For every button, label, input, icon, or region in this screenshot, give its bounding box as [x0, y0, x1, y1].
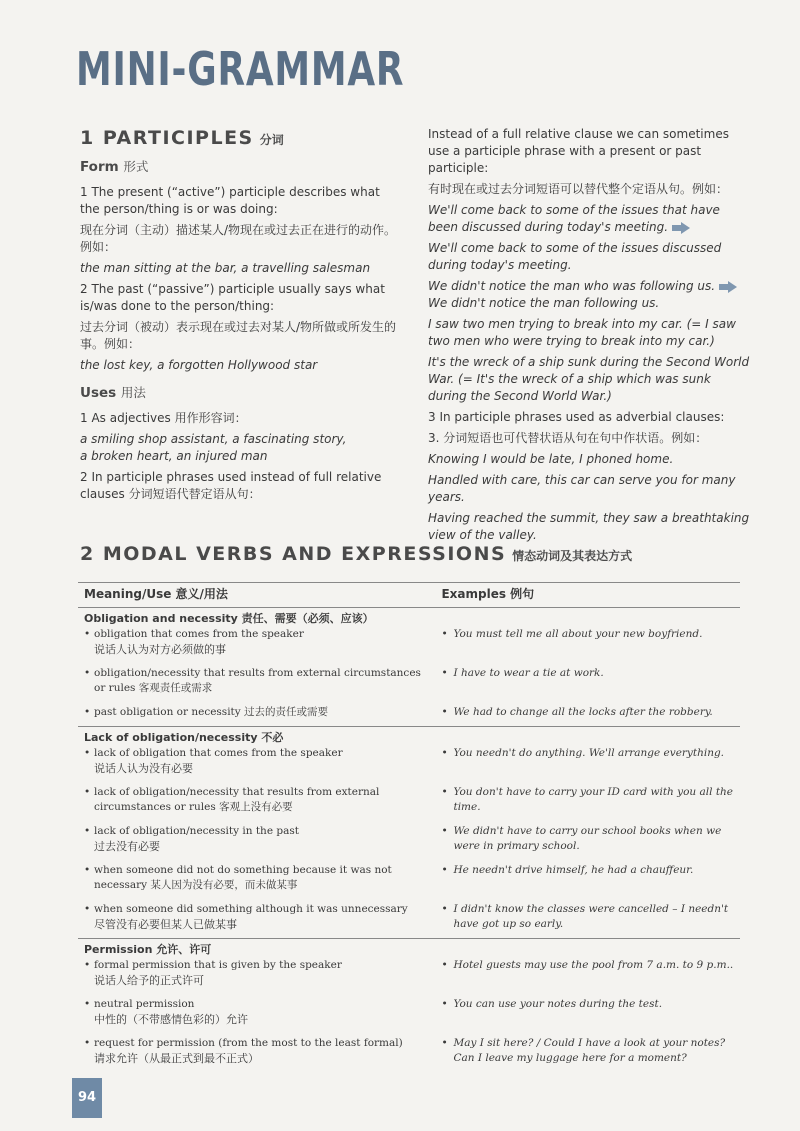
meaning-text: formal permission that is given by the speaker	[94, 959, 342, 971]
relative-example-6: It's the wreck of a ship sunk during the Second World War. (= It's the wreck of a ship which was sunk during the Second World War.)	[428, 355, 750, 403]
meaning-cell	[78, 727, 435, 783]
example-cell	[435, 782, 740, 821]
section1-heading	[80, 127, 284, 149]
form-point-1-example: the man sitting at the bar, a travelling salesman	[80, 261, 371, 275]
meaning-cell	[78, 1033, 435, 1072]
left-column	[80, 158, 402, 507]
example-text: • You must tell me all about your new boyfriend.	[441, 627, 734, 642]
adverbial-example-3: Having reached the summit, they saw a breathtaking view of the valley.	[428, 511, 750, 542]
table-body	[78, 608, 740, 1073]
example-text: • May I sit here? / Could I have a look at your notes? Can I leave my luggage here for a moment?	[441, 1036, 734, 1066]
example-cell	[435, 821, 740, 860]
example-cell	[435, 899, 740, 939]
meaning-cell	[78, 782, 435, 821]
group-title: Permission 允许、许可	[84, 943, 212, 956]
table-row	[78, 994, 740, 1033]
example-text: • We didn't have to carry our school books when we were in primary school.	[441, 824, 734, 854]
form-subheading	[80, 158, 402, 176]
relative-example-5: I saw two men trying to break into my car. (= I saw two men who were trying to break into my car.)	[428, 317, 736, 348]
meaning-text: request for permission (from the most to the least formal)	[94, 1037, 403, 1049]
table-row	[78, 1033, 740, 1072]
example-text: • You can use your notes during the test.	[441, 997, 734, 1012]
meaning-cell	[78, 899, 435, 939]
example-text: • You don't have to carry your ID card with you all the time.	[441, 785, 734, 815]
meaning-text: when someone did something although it was unnecessary	[94, 903, 408, 915]
modal-verbs-table	[78, 582, 740, 1072]
example-cell	[435, 939, 740, 995]
meaning-text: when someone did not do something because it was not necessary 某人因为没有必要，而未做某事	[94, 864, 392, 891]
meaning-cell	[78, 994, 435, 1033]
meaning-text: lack of obligation that comes from the speaker	[94, 747, 343, 759]
table-row	[78, 608, 740, 664]
relative-example-3	[428, 278, 750, 295]
meaning-cell	[78, 821, 435, 860]
arrow-right-icon	[715, 281, 737, 293]
table-row	[78, 899, 740, 939]
uses-point-1-example-2: a broken heart, an injured man	[80, 449, 268, 463]
uses-subheading	[80, 384, 402, 402]
adverbial-point-zh: 3. 分词短语也可代替状语从句在句中作状语。例如：	[428, 431, 708, 445]
meaning-bullet	[84, 666, 429, 696]
meaning-text: past obligation or necessity 过去的责任或需要	[94, 706, 329, 718]
form-point-2-zh: 过去分词（被动）表示现在或过去对某人/物所做或所发生的事。例如：	[80, 320, 397, 351]
section2-heading-zh: 情态动词及其表达方式	[512, 549, 633, 563]
example-cell	[435, 608, 740, 664]
page-number: 94	[77, 1090, 97, 1105]
meaning-cell	[78, 860, 435, 899]
meaning-bullet	[84, 863, 429, 893]
example-text: • I didn't know the classes were cancelled – I needn't have got up so early.	[441, 902, 734, 932]
meaning-text: obligation that comes from the speaker	[94, 628, 304, 640]
meaning-bullet	[84, 902, 429, 932]
meaning-text-zh: 过去没有必要	[94, 840, 160, 853]
meaning-cell	[78, 939, 435, 995]
table-row	[78, 939, 740, 995]
section2-heading	[80, 543, 632, 565]
right-column	[428, 126, 750, 548]
example-cell	[435, 860, 740, 899]
meaning-text-zh: 说话人给予的正式许可	[94, 974, 204, 987]
page-title: MINI-GRAMMAR	[76, 42, 405, 96]
meaning-text-zh: 说话人认为对方必须做的事	[94, 643, 226, 656]
example-cell	[435, 994, 740, 1033]
meaning-cell	[78, 663, 435, 702]
relative-intro-zh: 有时现在或过去分词短语可以替代整个定语从句。例如：	[428, 182, 729, 196]
meaning-text-zh: 说话人认为没有必要	[94, 762, 193, 775]
uses-point-1-example-1: a smiling shop assistant, a fascinating story,	[80, 432, 347, 446]
arrow-right-icon	[668, 222, 690, 234]
meaning-text-zh: 请求允许（从最正式到最不正式）	[94, 1052, 259, 1065]
form-label: Form	[80, 159, 119, 175]
group-title: Obligation and necessity 责任、需要（必须、应该）	[84, 612, 374, 625]
meaning-text: lack of obligation/necessity that results from external circumstances or rules 客观上没有必要	[94, 786, 380, 813]
section2-heading-text: 2 MODAL VERBS AND EXPRESSIONS	[80, 543, 507, 565]
section1-heading-zh: 分词	[259, 133, 284, 147]
uses-label-zh: 用法	[120, 385, 146, 400]
example-cell	[435, 1033, 740, 1072]
example-cell	[435, 702, 740, 727]
form-label-zh: 形式	[123, 159, 149, 174]
example-text: • I have to wear a tie at work.	[441, 666, 734, 681]
column-header-examples: Examples 例句	[435, 583, 740, 608]
meaning-text: obligation/necessity that results from external circumstances or rules 客观责任或需求	[94, 667, 421, 694]
relative-example-1	[428, 202, 750, 236]
form-point-1-zh: 现在分词（主动）描述某人/物现在或过去正在进行的动作。例如：	[80, 223, 397, 254]
section1-heading-text: 1 PARTICIPLES	[80, 127, 254, 149]
example-text: • You needn't do anything. We'll arrange everything.	[441, 746, 734, 761]
meaning-text: lack of obligation/necessity in the past	[94, 825, 299, 837]
meaning-bullet	[84, 785, 429, 815]
meaning-bullet	[84, 1036, 429, 1066]
example-text: • We had to change all the locks after the robbery.	[441, 705, 734, 720]
table-row	[78, 821, 740, 860]
column-header-meaning: Meaning/Use 意义/用法	[78, 583, 435, 608]
meaning-bullet	[84, 997, 429, 1027]
meaning-bullet	[84, 958, 429, 988]
relative-example-1-text: We'll come back to some of the issues that have been discussed during today's meeting.	[428, 203, 720, 234]
uses-point-1: 1 As adjectives 用作形容词：	[80, 411, 247, 425]
table-row	[78, 663, 740, 702]
meaning-bullet	[84, 705, 429, 720]
example-text: • He needn't drive himself, he had a chauffeur.	[441, 863, 734, 878]
meaning-cell	[78, 608, 435, 664]
uses-label: Uses	[80, 385, 117, 401]
meaning-cell	[78, 702, 435, 727]
table-row	[78, 782, 740, 821]
meaning-text-zh: 中性的（不带感情色彩的）允许	[94, 1013, 248, 1026]
meaning-text: neutral permission	[94, 998, 195, 1010]
form-point-1: 1 The present (“active”) participle describes what the person/thing is or was doing:	[80, 185, 380, 216]
example-text: • Hotel guests may use the pool from 7 a.m. to 9 p.m..	[441, 958, 734, 973]
adverbial-example-1: Knowing I would be late, I phoned home.	[428, 452, 674, 466]
meaning-bullet	[84, 746, 429, 776]
form-point-2: 2 The past (“passive”) participle usually says what is/was done to the person/thing:	[80, 282, 385, 313]
table-row	[78, 727, 740, 783]
group-title: Lack of obligation/necessity 不必	[84, 731, 284, 744]
adverbial-example-2: Handled with care, this car can serve you for many years.	[428, 473, 736, 504]
example-cell	[435, 663, 740, 702]
meaning-bullet	[84, 627, 429, 657]
relative-intro: Instead of a full relative clause we can sometimes use a participle phrase with a present or past participle:	[428, 127, 729, 175]
uses-point-2: 2 In participle phrases used instead of full relative clauses 分词短语代替定语从句：	[80, 470, 382, 501]
table-row	[78, 860, 740, 899]
relative-example-3-text: We didn't notice the man who was following us.	[428, 279, 716, 293]
relative-example-4: We didn't notice the man following us.	[428, 296, 660, 310]
relative-example-2: We'll come back to some of the issues discussed during today's meeting.	[428, 241, 722, 272]
adverbial-point: 3 In participle phrases used as adverbial clauses:	[428, 410, 725, 424]
form-point-2-example: the lost key, a forgotten Hollywood star	[80, 358, 318, 372]
table-row	[78, 702, 740, 727]
example-cell	[435, 727, 740, 783]
meaning-text-zh: 尽管没有必要但某人已做某事	[94, 918, 237, 931]
meaning-bullet	[84, 824, 429, 854]
